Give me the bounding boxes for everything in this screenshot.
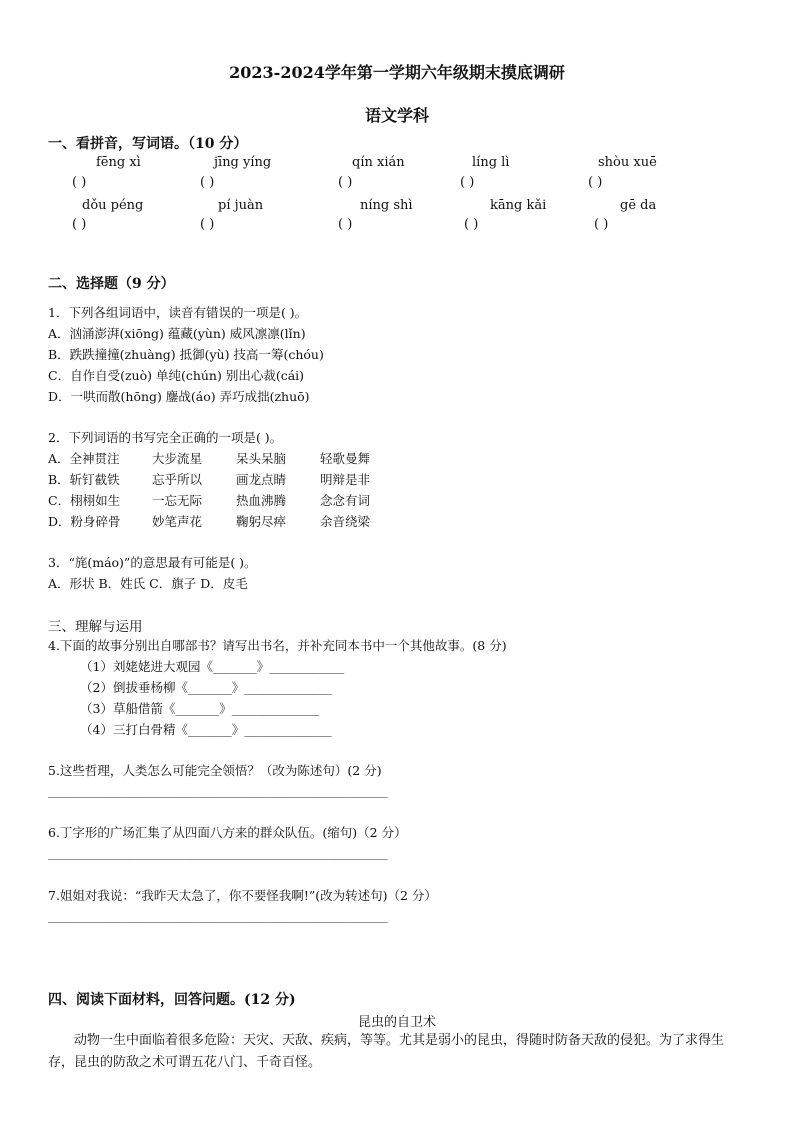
answer-box[interactable]: ( ) — [464, 217, 479, 232]
q2-option-c-word: 热血沸腾 — [236, 493, 287, 508]
q2-option-a-word: 轻歌曼舞 — [320, 451, 371, 466]
q2-option-a-word: 呆头呆脑 — [236, 451, 287, 466]
pinyin-1-1: fēng xì — [96, 155, 141, 170]
q2-option-a-word: A．全神贯注 — [48, 451, 120, 466]
pinyin-1-5: shòu xuē — [598, 155, 657, 170]
section-3-heading: 三、理解与运用 — [48, 619, 143, 635]
q2-option-b-word: 画龙点睛 — [236, 472, 287, 487]
answer-box[interactable]: ( ) — [200, 175, 215, 190]
page-title: 2023-2024学年第一学期六年级期末摸底调研 — [229, 63, 565, 82]
q2-option-b-word: 明辩是非 — [320, 472, 371, 487]
passage-text: 动物一生中面临着很多危险：天灾、天敌、疾病，等等。尤其是弱小的昆虫，得随时防备天敌的侵犯。为了求得生存，昆虫的防敌之术可谓五花八门、千奇百怪。 — [48, 1033, 725, 1070]
section-2-heading: 二、选择题（9 分） — [48, 276, 175, 292]
question-3-options: A．形状 B．姓氏 C．旗子 D．皮毛 — [48, 576, 248, 591]
section-1-heading: 一、看拼音，写词语。（10 分） — [48, 136, 248, 152]
q2-option-c-word: 一忘无际 — [152, 493, 203, 508]
question-2-stem: 2．下列词语的书写完全正确的一项是( )。 — [48, 430, 283, 445]
q2-option-c-word: C．栩栩如生 — [48, 493, 121, 508]
question-7: 7.姐姐对我说：“我昨天太急了，你不要怪我啊!”(改为转述句)（2 分） — [48, 888, 437, 903]
page-subtitle: 语文学科 — [364, 106, 429, 125]
question-3-stem: 3．“旄(máo)”的意思最有可能是( )。 — [48, 555, 257, 570]
question-1-option-b: B．跌跌撞撞(zhuàng) 抵御(yù) 技高一筹(chóu) — [48, 347, 324, 362]
question-4-item-3[interactable]: （3）草船借箭《_______》______________ — [80, 701, 320, 716]
answer-box[interactable]: ( ) — [72, 175, 87, 190]
answer-box[interactable]: ( ) — [460, 175, 475, 190]
answer-box[interactable]: ( ) — [200, 217, 215, 232]
question-6: 6.丁字形的广场汇集了从四面八方来的群众队伍。(缩句)（2 分） — [48, 825, 407, 840]
q2-option-d-word: 妙笔声花 — [152, 514, 203, 529]
question-4-item-1[interactable]: （1）刘姥姥进大观园《_______》____________ — [80, 659, 345, 674]
question-1-option-a: A．汹涌澎湃(xiōng) 蕴藏(yùn) 威风凛凛(lǐn) — [48, 326, 306, 341]
question-1-option-d: D．一哄而散(hōng) 鏖战(áo) 弄巧成拙(zhuō) — [48, 389, 310, 404]
pinyin-2-1: dǒu péng — [82, 198, 144, 213]
answer-box[interactable]: ( ) — [588, 175, 603, 190]
q2-option-a-word: 大步流星 — [152, 451, 203, 466]
q2-option-d-word: 鞠躬尽瘁 — [236, 514, 287, 529]
answer-box[interactable]: ( ) — [338, 217, 353, 232]
pinyin-2-5: gē da — [620, 198, 657, 213]
pinyin-2-4: kāng kǎi — [490, 198, 547, 213]
section-4-heading: 四、阅读下面材料，回答问题。(12 分) — [48, 992, 296, 1008]
question-4-stem: 4.下面的故事分别出自哪部书？请写出书名，并补充同本书中一个其他故事。(8 分) — [48, 638, 507, 653]
q2-option-d-word: 余音绕梁 — [320, 514, 371, 529]
pinyin-1-3: qín xián — [352, 155, 405, 170]
q2-option-b-word: B．斩钉截铁 — [48, 472, 120, 487]
answer-box[interactable]: ( ) — [338, 175, 353, 190]
question-4-item-4[interactable]: （4）三打白骨精《_______》______________ — [80, 722, 332, 737]
pinyin-1-4: líng lì — [472, 155, 510, 170]
pinyin-2-3: níng shì — [360, 198, 413, 213]
answer-box[interactable]: ( ) — [594, 217, 609, 232]
question-4-item-2[interactable]: （2）倒拔垂杨柳《_______》______________ — [80, 680, 332, 695]
answer-line-6[interactable]: _______________________________________________ — [48, 846, 388, 860]
question-1-stem: 1．下列各组词语中，读音有错误的一项是( )。 — [48, 305, 308, 320]
answer-line-7[interactable]: _______________________________________________ — [48, 909, 388, 923]
question-1-option-c: C．自作自受(zuò) 单纯(chún) 别出心裁(cái) — [48, 368, 305, 383]
passage-title: 昆虫的自卫术 — [357, 1015, 436, 1030]
question-5: 5.这些哲理，人类怎么可能完全领悟？（改为陈述句）(2 分) — [48, 763, 382, 778]
answer-line-5[interactable]: _______________________________________________ — [48, 784, 388, 798]
q2-option-c-word: 念念有词 — [320, 493, 371, 508]
pinyin-1-2: jīng yíng — [214, 155, 272, 170]
q2-option-d-word: D．粉身碎骨 — [48, 514, 121, 529]
pinyin-2-2: pí juàn — [218, 198, 264, 213]
q2-option-b-word: 忘乎所以 — [152, 472, 203, 487]
answer-box[interactable]: ( ) — [72, 217, 87, 232]
